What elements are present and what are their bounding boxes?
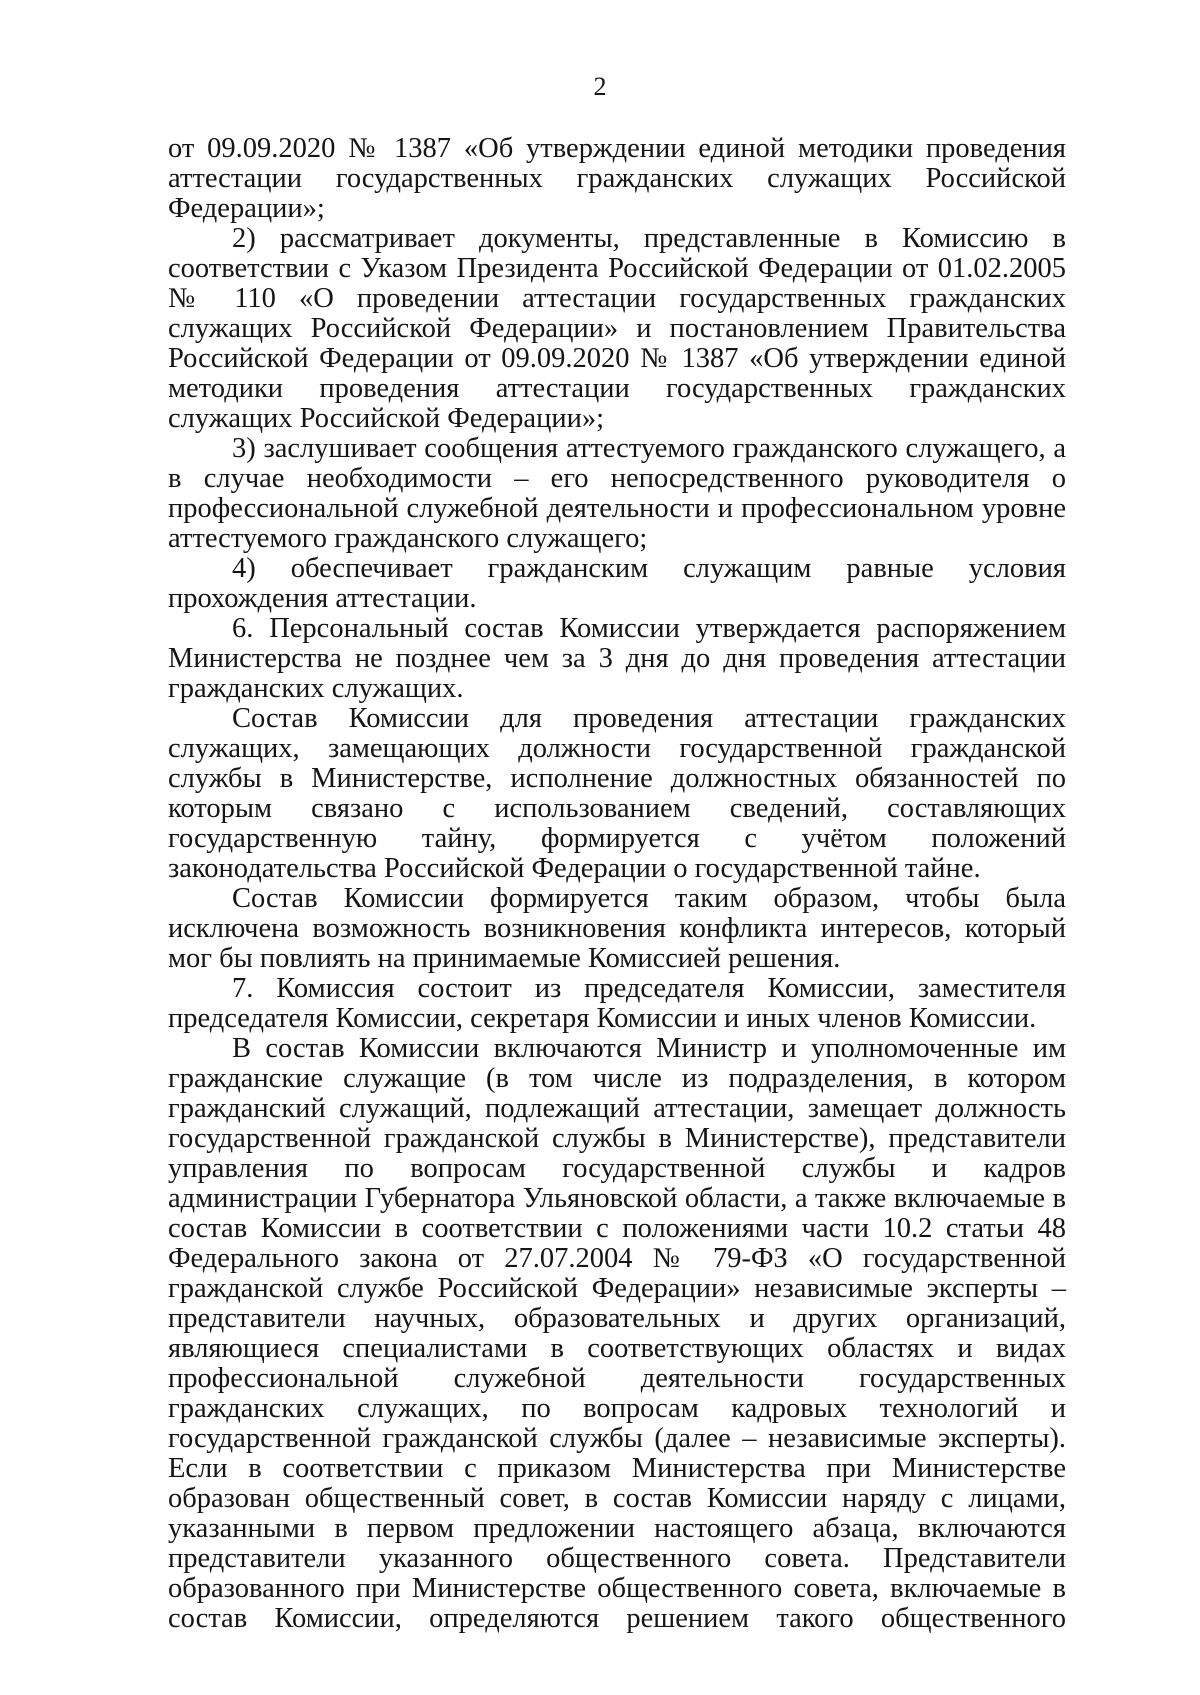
- paragraph-item-3: 3) заслушивает сообщения аттестуемого гражданского служащего, а в случае необходимости – его непосредственного руководителя о профессиональной служебной деятельности и профессиональном уровне аттестуемого гражданского служащего;: [168, 433, 1066, 554]
- document-body: [168, 134, 1066, 1634]
- paragraph-item-2: 2) рассматривает документы, представленные в Комиссию в соответствии с Указом Президента Российской Федерации от 01.02.2005 № 110 «О проведении аттестации государственных гражданских служащих Российской Федерации» и постановлением Правительства Российской Федерации от 09.09.2020 № 1387 «Об утверждении единой методики проведения аттестации государственных гражданских служащих Российской Федерации»;: [168, 223, 1066, 434]
- paragraph-composition-secret: Состав Комиссии для проведения аттестации гражданских служащих, замещающих должности государственной гражданской службы в Министерстве, исполнение должностных обязанностей по которым связано с использованием сведений, составляющих государственную тайну, формируется с учётом положений законодательства Российской Федерации о государственной тайне.: [168, 703, 1066, 884]
- paragraph-continuation: от 09.09.2020 № 1387 «Об утверждении единой методики проведения аттестации государственных гражданских служащих Российской Федерации»;: [168, 133, 1066, 224]
- paragraph-item-4: 4) обеспечивает гражданским служащим равные условия прохождения аттестации.: [168, 553, 1066, 614]
- paragraph-conflict-of-interest: Состав Комиссии формируется таким образом, чтобы была исключена возможность возникновения конфликта интересов, который мог бы повлиять на принимаемые Комиссией решения.: [168, 883, 1066, 974]
- page-number: 2: [593, 72, 607, 101]
- paragraph-section-6: 6. Персональный состав Комиссии утверждается распоряжением Министерства не позднее чем за 3 дня до дня проведения аттестации гражданских служащих.: [168, 613, 1066, 704]
- paragraph-section-7: 7. Комиссия состоит из председателя Комиссии, заместителя председателя Комиссии, секретаря Комиссии и иных членов Комиссии.: [168, 973, 1066, 1034]
- paragraph-commission-members: В состав Комиссии включаются Министр и уполномоченные им гражданские служащие (в том числе из подразделения, в котором гражданский служащий, подлежащий аттестации, замещает должность государственной гражданской службы в Министерстве), представители управления по вопросам государственной службы и кадров администрации Губернатора Ульяновской области, а также включаемые в состав Комиссии в соответствии с положениями части 10.2 статьи 48 Федерального закона от 27.07.2004 № 79-ФЗ «О государственной гражданской службе Российской Федерации» независимые эксперты – представители научных, образовательных и других организаций, являющиеся специалистами в соответствующих областях и видах профессиональной служебной деятельности государственных гражданских служащих, по вопросам кадровых технологий и государственной гражданской службы (далее – независимые эксперты). Если в соответствии с приказом Министерства при Министерстве образован общественный совет, в состав Комиссии наряду с лицами, указанными в первом предложении настоящего абзаца, включаются представители указанного общественного совета. Представители образованного при Министерстве общественного совета, включаемые в состав Комиссии, определяются решением такого общественного: [168, 1033, 1066, 1634]
